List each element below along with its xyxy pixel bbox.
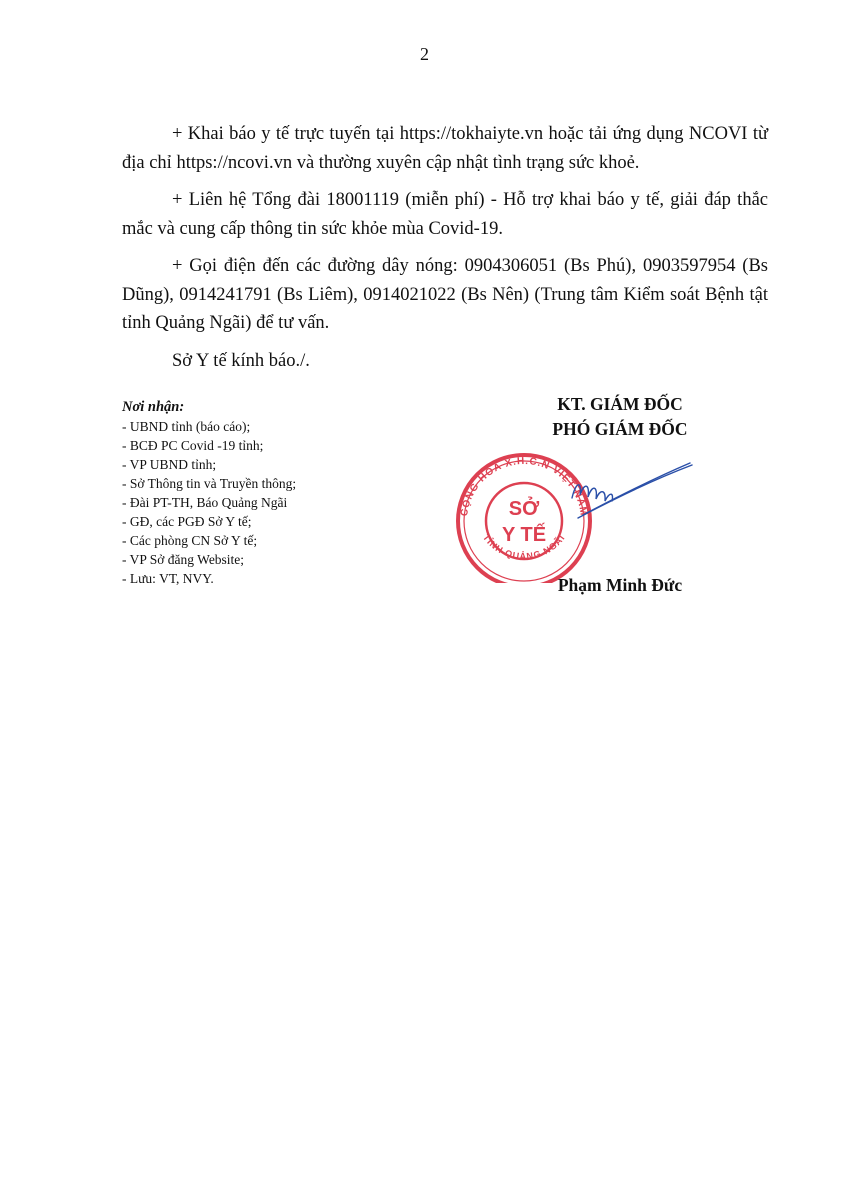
signer-name: Phạm Minh Đức <box>557 575 683 595</box>
stamp-seal-icon <box>450 443 700 583</box>
stamp-outer-text: CỘNG HÒA X.H.C.N VIỆT NAM <box>459 455 589 517</box>
signature-title <box>510 392 730 442</box>
list-item: - Sở Thông tin và Truyền thông; <box>122 476 297 491</box>
paragraph-online-declaration: + Khai báo y tế trực tuyến tại https://tokhaiyte.vn hoặc tải ứng dụng NCOVI từ địa chỉ https://ncovi.vn và thường xuyên cập nhật tình trạng sức khoẻ. <box>122 124 768 173</box>
list-item: - GĐ, các PGĐ Sở Y tế; <box>122 514 252 529</box>
stamp-center-line2: Y TẾ <box>501 524 547 546</box>
stamp-bottom-text: TỈNH QUẢNG NGÃI <box>480 532 568 562</box>
recipients-list <box>122 417 442 588</box>
stamp-center-line1: SỞ <box>508 498 540 520</box>
recipients-heading: Nơi nhận: <box>122 399 185 415</box>
list-item: - Các phòng CN Sở Y tế; <box>122 533 258 548</box>
closing-line: Sở Y tế kính báo./. <box>172 350 310 371</box>
stamp-and-signature <box>450 443 700 583</box>
page-number: 2 <box>420 44 429 64</box>
paragraph-hotlines: + Gọi điện đến các đường dây nóng: 0904306051 (Bs Phú), 0903597954 (Bs Dũng), 0914241791 (Bs Liêm), 0914021022 (Bs Nên) (Trung tâm Kiểm soát Bệnh tật tỉnh Quảng Ngãi) để tư vấn. <box>122 256 768 333</box>
list-item: - VP UBND tỉnh; <box>122 457 217 472</box>
letter-body <box>122 120 768 384</box>
signature-title-line1: KT. GIÁM ĐỐC <box>557 394 683 414</box>
list-item: - Đài PT-TH, Báo Quảng Ngãi <box>122 495 288 510</box>
recipients-block <box>122 398 442 588</box>
list-item: - Lưu: VT, NVY. <box>122 571 214 586</box>
list-item: - VP Sở đăng Website; <box>122 552 245 567</box>
paragraph-hotline-center: + Liên hệ Tổng đài 18001119 (miễn phí) - Hỗ trợ khai báo y tế, giải đáp thắc mắc và cung cấp thông tin sức khỏe mùa Covid-19. <box>122 190 768 239</box>
signature-title-line2: PHÓ GIÁM ĐỐC <box>552 419 688 439</box>
signature-stroke-icon <box>578 465 692 518</box>
list-item: - UBND tỉnh (báo cáo); <box>122 419 251 434</box>
list-item: - BCĐ PC Covid -19 tỉnh; <box>122 438 264 453</box>
